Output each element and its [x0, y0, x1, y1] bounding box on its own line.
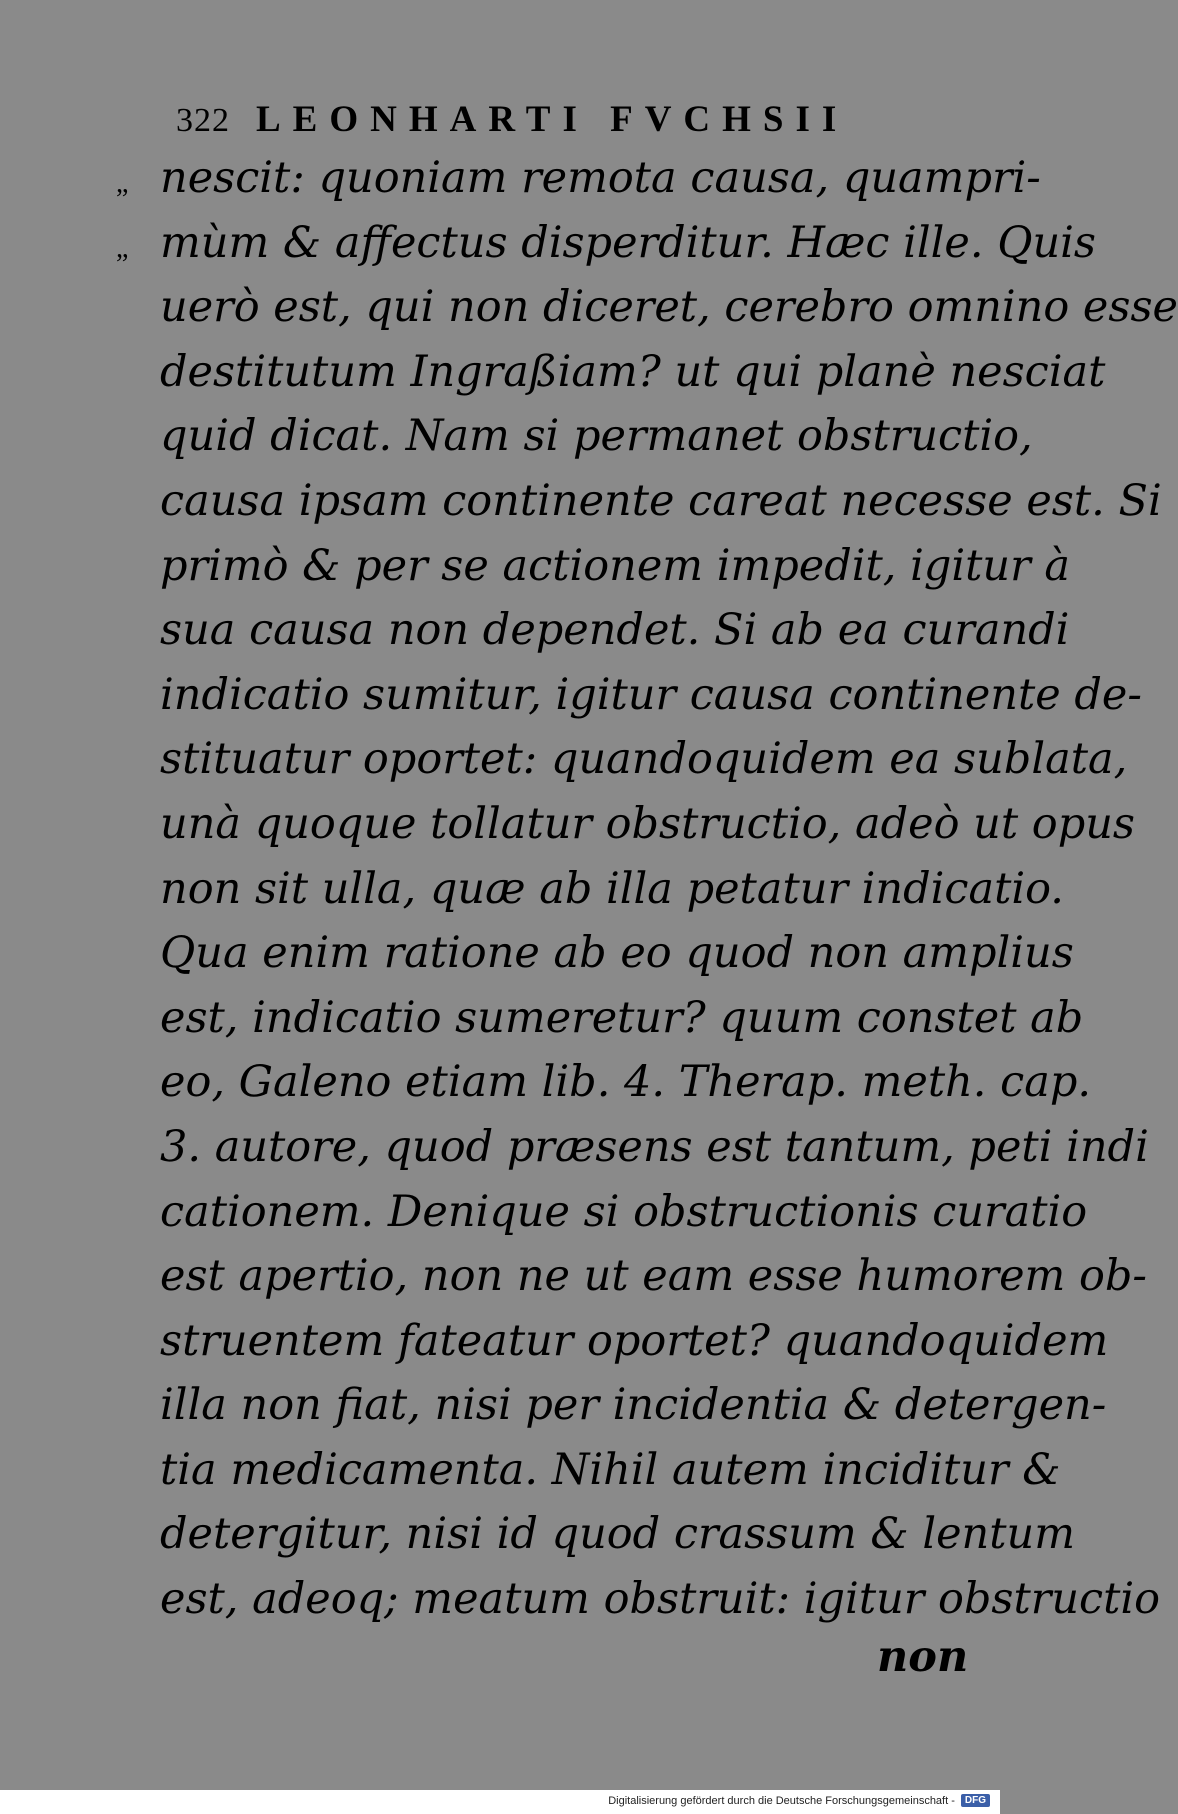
text-line: cationem. Denique si obstructionis curatio [160, 1186, 1088, 1237]
line-text: mùm & affectus disperditur. Hæc ille. Quis [160, 217, 1096, 268]
running-title: LEONHARTI FVCHSII [256, 99, 849, 140]
text-block [116, 146, 1178, 1632]
text-line: quid dicat. Nam si permanet obstructio, [160, 411, 1033, 462]
text-line: tia medicamenta. Nihil autem inciditur & [160, 1444, 1061, 1495]
text-line: uerò est, qui non diceret, cerebro omnino esse [160, 282, 1178, 333]
line-text: nescit: quoniam remota causa, quampri- [160, 153, 1041, 203]
text-line: causa ipsam continente careat necesse est. Si [160, 475, 1162, 526]
running-head [176, 98, 848, 141]
catchword: non [877, 1632, 969, 1682]
footer-credit [608, 1794, 990, 1807]
margin-quote-mark: „ [116, 168, 129, 199]
text-line: sua causa non dependet. Si ab ea curandi [160, 605, 1070, 656]
text-line [116, 211, 1096, 276]
text-line: eo, Galeno etiam lib. 4. Therap. meth. cap. [160, 1057, 1092, 1108]
text-line [116, 146, 1041, 211]
text-line: est, adeoq; meatum obstruit: igitur obstructio [160, 1574, 1161, 1625]
text-line: illa non fiat, nisi per incidentia & detergen- [160, 1380, 1107, 1431]
text-line: detergitur, nisi id quod crassum & lentum [160, 1509, 1075, 1560]
text-line: struentem fateatur oportet? quandoquidem [160, 1315, 1109, 1366]
text-line: unà quoque tollatur obstructio, adeò ut opus [160, 798, 1135, 849]
text-line: est apertio, non ne ut eam esse humorem ob- [160, 1251, 1147, 1302]
text-line: non sit ulla, quæ ab illa petatur indicatio. [160, 863, 1064, 914]
text-line: est, indicatio sumeretur? quum constet ab [160, 992, 1084, 1043]
text-line: destitutum Ingraßiam? ut qui planè nesciat [160, 346, 1106, 397]
dfg-logo: DFG [961, 1794, 990, 1807]
text-line: 3. autore, quod præsens est tantum, peti indi [160, 1121, 1149, 1172]
footer-bar [0, 1790, 1000, 1814]
text-line: stituatur oportet: quandoquidem ea sublata, [160, 734, 1128, 785]
margin-quote-mark: „ [116, 232, 129, 264]
text-line: Qua enim ratione ab eo quod non amplius [160, 928, 1074, 979]
text-line: indicatio sumitur, igitur causa continente de- [160, 669, 1142, 720]
footer-credit-text: Digitalisierung gefördert durch die Deutsche Forschungsgemeinschaft - [608, 1794, 955, 1807]
page-number: 322 [176, 102, 230, 139]
text-line: primò & per se actionem impedit, igitur à [160, 540, 1070, 591]
